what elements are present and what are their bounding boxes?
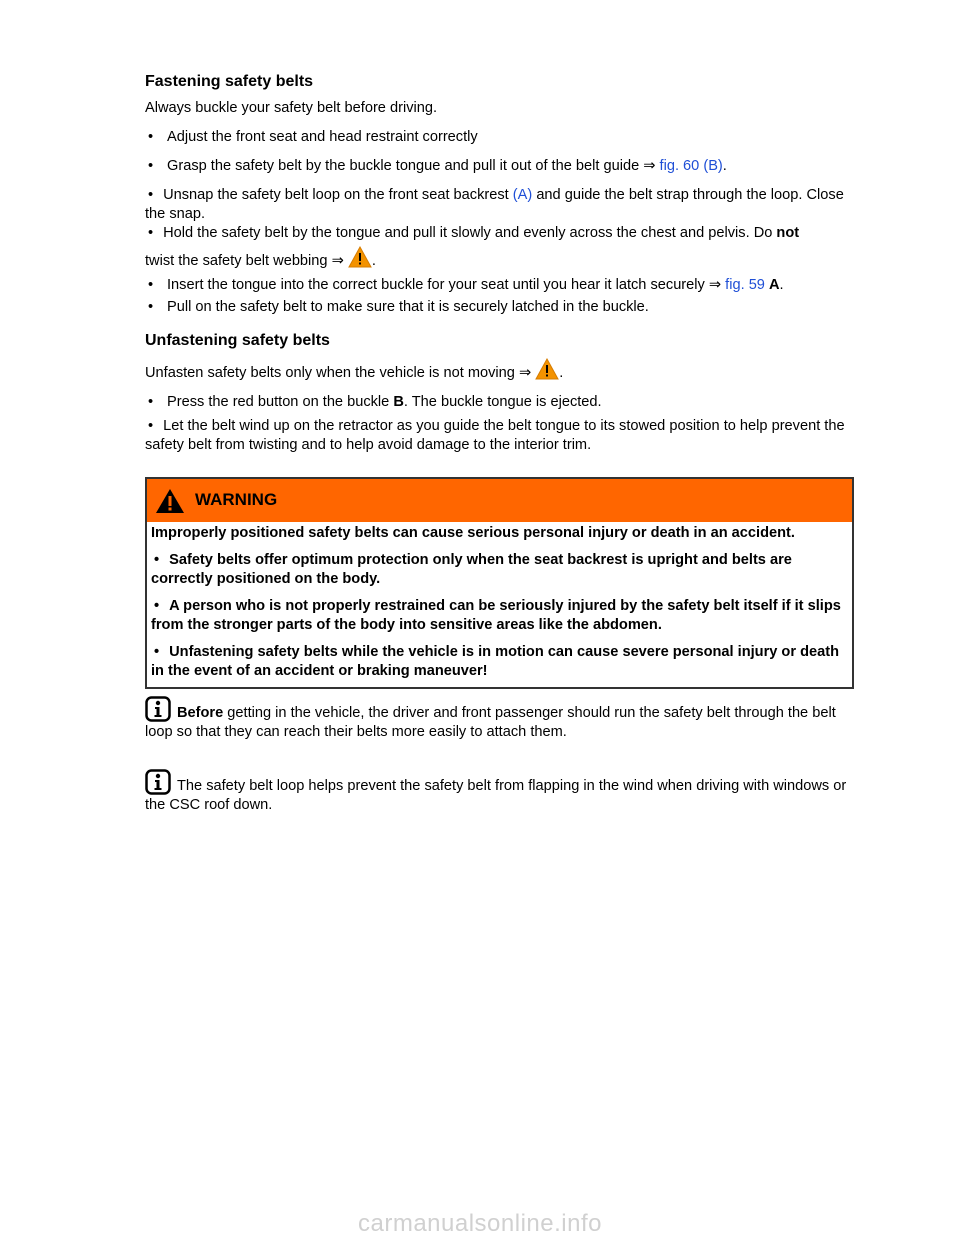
bullet-text: Adjust the front seat and head restraint correctly [167,129,478,145]
fastening-intro: Always buckle your safety belt before driving. [145,100,438,116]
punctuation: . [722,158,727,174]
warning-body [147,522,852,687]
bullet-text: Insert the tongue into the correct buckle for your seat until you hear it latch securely ⇒ [167,277,722,293]
bullet-text: Press the red button on the buckle [167,394,390,410]
bullet-marker: • [154,551,160,568]
bullet-marker: • [148,418,154,434]
bullet-marker: • [148,225,154,241]
unfastening-intro [145,358,563,386]
bullet-marker: • [148,299,154,315]
punctuation: . [559,365,564,381]
bullet-text: Hold the safety belt by the tongue and pull it slowly and evenly across the chest and pelvis. Do [163,225,773,241]
fig-59-link[interactable]: fig. 59 [725,277,765,293]
bullet-marker: • [148,187,154,203]
section-title-unfastening: Unfastening safety belts [145,332,330,349]
note-text: The safety belt loop helps prevent the safety belt from flapping in the wind when driving with windows or the CSC roof down. [145,778,847,813]
bullet-marker: • [148,158,154,174]
bullet-text: . The buckle tongue is ejected. [403,394,602,410]
bullet-text: Grasp the safety belt by the buckle tongue and pull it out of the belt guide ⇒ [167,158,656,174]
point-a-link[interactable]: (A) [512,187,533,203]
watermark: carmanualsonline.info [358,1210,602,1237]
warning-triangle-icon [155,488,185,514]
emphasis-before: Before [177,705,224,721]
list-item [145,298,879,317]
warning-header [147,479,852,522]
warning-item [151,643,848,681]
list-item [145,417,857,455]
bullet-marker: • [148,394,154,410]
bullet-marker: • [154,597,160,614]
list-item [145,186,857,224]
warning-lead: Improperly positioned safety belts can cause serious personal injury or death in an accident. [151,525,795,541]
bullet-marker: • [154,643,160,660]
list-item [145,157,879,176]
label-a: A [769,277,780,293]
warning-item [151,551,848,589]
warning-box [145,477,854,689]
bullet-text: and guide the belt strap through the loop. Close the snap. [145,187,844,222]
intro-text: Unfasten safety belts only when the vehicle is not moving ⇒ [145,365,532,381]
bullet-text: Pull on the safety belt to make sure that it is securely latched in the buckle. [167,299,649,315]
list-item [145,128,879,147]
warning-item [151,597,848,635]
warning-triangle-icon[interactable] [348,246,372,268]
bullet-text: Unsnap the safety belt loop on the front seat backrest [163,187,509,203]
list-item [145,276,879,295]
bullet-text: twist the safety belt webbing ⇒ [145,253,344,269]
info-note-2 [145,769,857,815]
punctuation: . [779,277,784,293]
warning-triangle-icon[interactable] [535,358,559,380]
warning-item-text: Unfastening safety belts while the vehicle is in motion can cause severe personal injury or death in the event of an accident or braking maneuver! [151,643,840,679]
info-icon [145,696,171,722]
warning-item-text: Safety belts offer optimum protection only when the seat backrest is upright and belts are correctly positioned on the body. [151,551,792,587]
punctuation: . [371,253,376,269]
bullet-marker: • [148,129,154,145]
emphasis-not: not [776,225,800,241]
section-title-fastening: Fastening safety belts [145,73,314,90]
note-text: getting in the vehicle, the driver and front passenger should run the safety belt through the belt loop so that they can reach their belts more easily to attach them. [145,705,836,740]
bullet-text: Let the belt wind up on the retractor as you guide the belt tongue to its stowed position to help prevent the safety belt from twisting and to help avoid damage to the interior trim. [145,418,845,453]
info-icon [145,769,171,795]
list-item [145,220,857,274]
info-note-1 [145,696,857,742]
warning-item-text: A person who is not properly restrained can be seriously injured by the safety belt itself if it slips from the stronger parts of the body into sensitive areas like the abdomen. [151,597,841,633]
label-b: B [393,394,404,410]
warning-label: WARNING [195,490,278,510]
list-item [145,393,879,412]
bullet-marker: • [148,277,154,293]
fig-60-link[interactable]: fig. 60 (B) [659,158,723,174]
